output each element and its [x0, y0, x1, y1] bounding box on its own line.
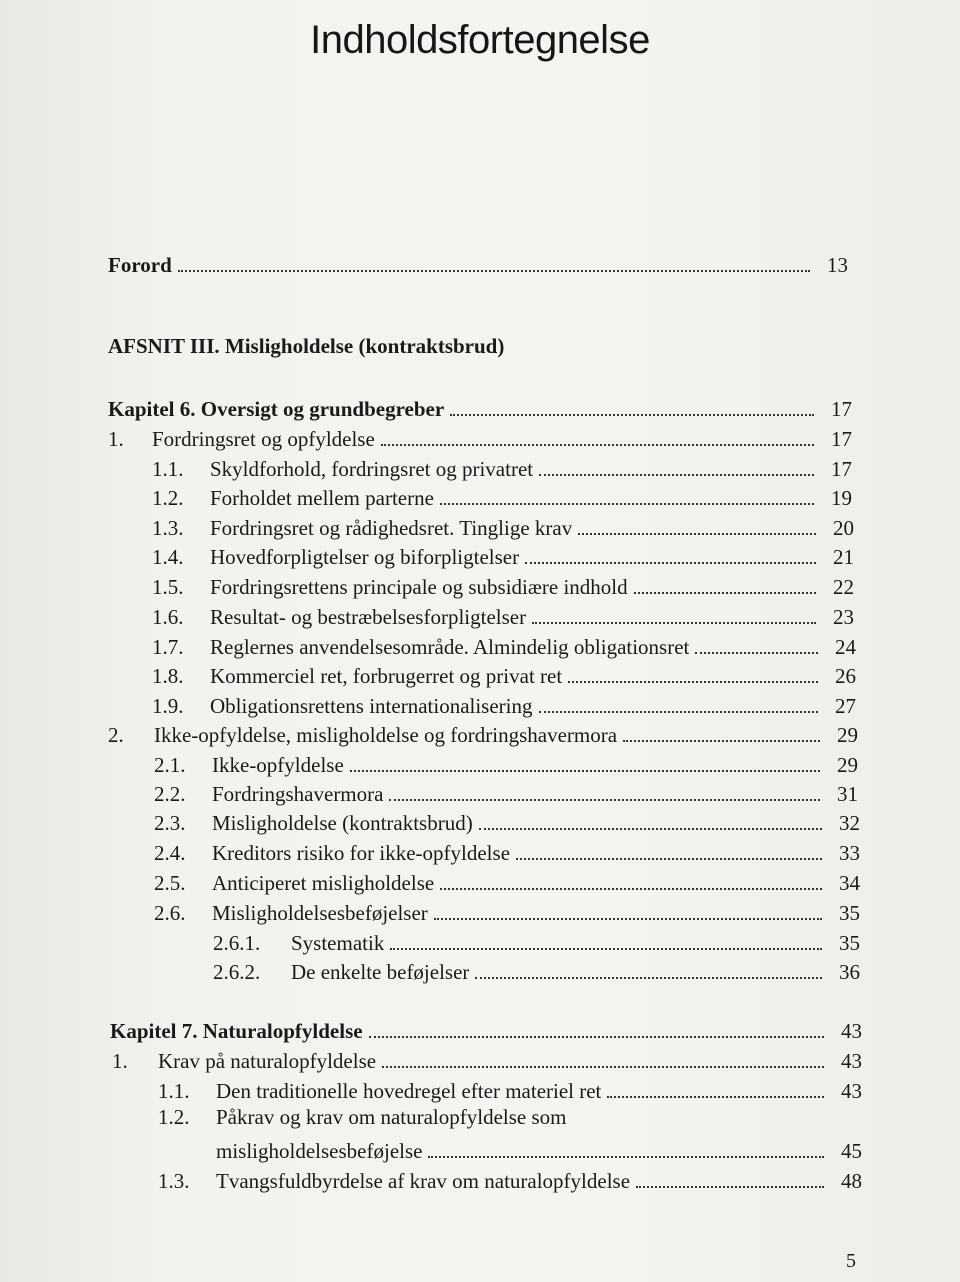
dot-leader: [450, 414, 814, 416]
toc-page: 27: [835, 694, 856, 718]
dot-leader: [516, 858, 822, 860]
toc-label: Tvangsfuldbyrdelse af krav om naturalopfyldelse: [216, 1169, 631, 1193]
toc-page: 22: [833, 575, 854, 599]
toc-page: 21: [833, 545, 854, 569]
toc-entry: [154, 836, 860, 866]
toc-label: De enkelte beføjelser: [291, 960, 470, 984]
toc-number: 1.1.: [152, 457, 184, 481]
toc-label: Ikke-opfyldelse: [212, 753, 344, 777]
dot-leader: [440, 888, 822, 890]
dot-leader: [525, 562, 816, 564]
toc-page: 17: [831, 457, 852, 481]
toc-label: Forholdet mellem parterne: [210, 486, 434, 510]
dot-leader: [539, 711, 818, 713]
toc-entry: [152, 689, 856, 719]
dot-leader: [178, 270, 810, 272]
toc-page: 43: [841, 1049, 862, 1073]
dot-leader: [695, 652, 818, 654]
toc-entry: [152, 452, 852, 482]
toc-entry-multiline-start: [158, 1104, 567, 1130]
toc-entry: [152, 600, 854, 630]
dot-leader: [479, 828, 822, 830]
dot-leader: [428, 1156, 824, 1158]
toc-label: Misligholdelse (kontraktsbrud): [212, 811, 473, 835]
toc-label: Kapitel 7. Naturalopfyldelse: [110, 1019, 363, 1043]
toc-label: Forord: [108, 253, 172, 277]
toc-page: 36: [839, 960, 860, 984]
dot-leader: [434, 918, 822, 920]
toc-page: 43: [841, 1019, 862, 1043]
toc-label: Resultat- og bestræbelsesforpligtelser: [210, 605, 527, 629]
toc-number: 2.6.: [154, 901, 186, 925]
toc-label: misligholdelsesbeføjelse: [216, 1139, 423, 1163]
toc-number: 1.: [108, 427, 124, 451]
toc-number: 1.2.: [152, 486, 184, 510]
toc-number: 2.1.: [154, 753, 186, 777]
toc-chapter-7: [110, 1014, 862, 1044]
toc-page: 35: [839, 931, 860, 955]
page-number: 5: [846, 1250, 856, 1272]
dot-leader: [532, 622, 816, 624]
toc-entry-forord: [108, 248, 848, 278]
toc-label: Skyldforhold, fordringsret og privatret: [210, 457, 534, 481]
toc-number: 1.6.: [152, 605, 184, 629]
toc-label: Krav på naturalopfyldelse: [158, 1049, 377, 1073]
toc-entry: [108, 422, 852, 452]
toc-label: Den traditionelle hovedregel efter materiel ret: [216, 1079, 602, 1103]
toc-page: 17: [831, 397, 852, 421]
dot-leader: [636, 1186, 824, 1188]
toc-number: 2.2.: [154, 782, 186, 806]
toc-page: 29: [837, 723, 858, 747]
toc-entry-multiline-end: [216, 1134, 862, 1164]
toc-label: Fordringsret og opfyldelse: [152, 427, 375, 451]
toc-number: 1.9.: [152, 694, 184, 718]
toc-entry: [213, 926, 860, 956]
toc-entry: [112, 1044, 862, 1074]
toc-label: Anticiperet misligholdelse: [212, 871, 435, 895]
toc-label: Påkrav og krav om naturalopfyldelse som: [216, 1105, 567, 1129]
toc-entry: [152, 511, 854, 541]
toc-number: 1.7.: [152, 635, 184, 659]
toc-label: Kommerciel ret, forbrugerret og privat ret: [210, 664, 563, 688]
dot-leader: [539, 474, 814, 476]
page-title: Indholdsfortegnelse: [310, 18, 650, 62]
dot-leader: [381, 444, 814, 446]
toc-number: 2.: [108, 723, 124, 747]
dot-leader: [568, 681, 818, 683]
toc-label: Reglernes anvendelsesområde. Almindelig obligationsret: [210, 635, 690, 659]
dot-leader: [390, 948, 822, 950]
toc-page: 13: [827, 253, 848, 277]
toc-page: 35: [839, 901, 860, 925]
toc-chapter-6: [108, 392, 852, 422]
section-heading: AFSNIT III. Misligholdelse (kontraktsbrud): [108, 334, 505, 358]
dot-leader: [350, 770, 820, 772]
toc-entry: [154, 896, 860, 926]
toc-number: 1.3.: [152, 516, 184, 540]
toc-label: Fordringsrettens principale og subsidiære indhold: [210, 575, 628, 599]
toc-entry: [158, 1074, 862, 1104]
toc-number: 1.1.: [158, 1079, 190, 1103]
toc-label: Fordringsret og rådighedsret. Tinglige krav: [210, 516, 573, 540]
toc-number: 1.3.: [158, 1169, 190, 1193]
dot-leader: [440, 503, 814, 505]
toc-entry: [154, 866, 860, 896]
toc-label: Fordringshavermora: [212, 782, 384, 806]
toc-page: 45: [841, 1139, 862, 1163]
toc-page: 31: [837, 782, 858, 806]
toc-entry: [152, 481, 852, 511]
dot-leader: [578, 533, 816, 535]
toc-number: 2.4.: [154, 841, 186, 865]
toc-entry: [158, 1164, 862, 1194]
toc-label: Kapitel 6. Oversigt og grundbegreber: [108, 397, 445, 421]
toc-entry: [154, 806, 860, 836]
toc-entry: [152, 659, 856, 689]
dot-leader: [607, 1096, 824, 1098]
toc-label: Kreditors risiko for ikke-opfyldelse: [212, 841, 511, 865]
dot-leader: [382, 1066, 824, 1068]
toc-page: 32: [839, 811, 860, 835]
toc-label: Misligholdelsesbeføjelser: [212, 901, 428, 925]
toc-page: 26: [835, 664, 856, 688]
toc-entry: [152, 570, 854, 600]
toc-entry: [152, 630, 856, 660]
dot-leader: [475, 977, 822, 979]
toc-entry: [108, 718, 858, 748]
toc-page: 43: [841, 1079, 862, 1103]
dot-leader: [369, 1036, 824, 1038]
dot-leader: [634, 592, 816, 594]
toc-entry: [152, 540, 854, 570]
toc-page: 33: [839, 841, 860, 865]
toc-page: 17: [831, 427, 852, 451]
toc-number: 1.4.: [152, 545, 184, 569]
toc-page: 48: [841, 1169, 862, 1193]
toc-label: Hovedforpligtelser og biforpligtelser: [210, 545, 520, 569]
toc-number: 2.3.: [154, 811, 186, 835]
toc-number: 2.6.2.: [213, 960, 261, 984]
toc-number: 1.: [112, 1049, 128, 1073]
toc-number: 1.5.: [152, 575, 184, 599]
toc-number: 1.8.: [152, 664, 184, 688]
toc-page: 24: [835, 635, 856, 659]
toc-page: 19: [831, 486, 852, 510]
toc-number: 1.2.: [158, 1105, 190, 1129]
toc-entry: [154, 777, 858, 807]
toc-page: 23: [833, 605, 854, 629]
toc-number: 2.5.: [154, 871, 186, 895]
toc-number: 2.6.1.: [213, 931, 261, 955]
toc-page: 29: [837, 753, 858, 777]
dot-leader: [389, 799, 820, 801]
toc-page: 34: [839, 871, 860, 895]
toc-label: Systematik: [291, 931, 385, 955]
dot-leader: [623, 740, 820, 742]
toc-page: 20: [833, 516, 854, 540]
toc-entry: [154, 748, 858, 778]
toc-entry: [213, 955, 860, 985]
toc-label: Obligationsrettens internationalisering: [210, 694, 533, 718]
toc-label: Ikke-opfyldelse, misligholdelse og fordringshavermora: [154, 723, 618, 747]
